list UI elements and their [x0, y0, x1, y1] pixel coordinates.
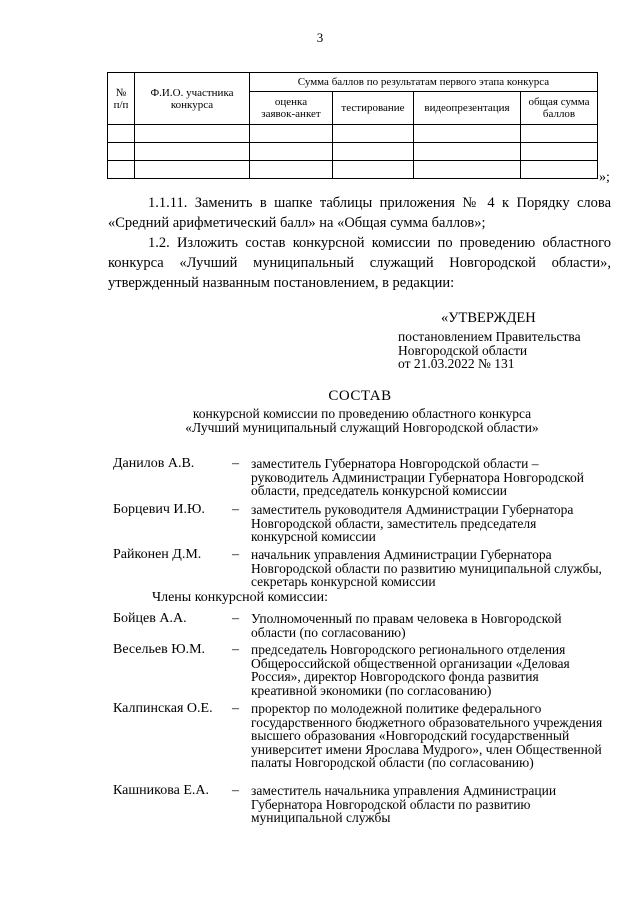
member-name: Данилов А.В. — [113, 456, 195, 471]
member-dash: – — [232, 502, 239, 517]
table-closing-quote: »; — [599, 170, 610, 185]
table-header-group: Сумма баллов по результатам первого этапа конкурса — [250, 73, 598, 92]
table-header-video: видеопрезентация — [414, 92, 521, 125]
approval-title: «УТВЕРЖДЕН — [441, 310, 536, 326]
table-header-name: Ф.И.О. участника конкурса — [135, 73, 250, 125]
table-header-total: общая сумма баллов — [521, 92, 598, 125]
member-role: проректор по молодежной политике федерального государственного бюджетного образовательного учреждения высшего образования «Новгородский государственный университет имени Ярослава Мудрого», член Общественной палаты Новгородской области (по согласованию) — [251, 701, 603, 770]
page-number: 3 — [316, 30, 324, 45]
member-dash: – — [232, 547, 239, 562]
member-dash: – — [232, 783, 239, 798]
members-label: Члены конкурсной комиссии: — [152, 590, 329, 605]
score-table — [107, 72, 598, 179]
member-role: заместитель начальника управления Администрации Губернатора Новгородской области по развитию муниципальной службы — [251, 783, 557, 825]
member-role: заместитель Губернатора Новгородской области – руководитель Администрации Губернатора Новгородской области, председатель конкурсной комиссии — [251, 456, 584, 498]
subtitle-line: «Лучший муниципальный служащий Новгородской области» — [185, 419, 539, 435]
member-role: Уполномоченный по правам человека в Новгородской области (по согласованию) — [251, 611, 562, 640]
section-heading: СОСТАВ — [328, 388, 392, 404]
member-name: Бойцев А.А. — [113, 611, 187, 626]
paragraph-1-1-11: 1.1.11. Заменить в шапке таблицы приложения № 4 к Порядку слова «Средний арифметический балл» на «Общая сумма баллов»; — [108, 195, 611, 231]
member-name: Калпинская О.Е. — [113, 701, 213, 716]
table-header-number: № п/п — [108, 73, 135, 125]
member-role: председатель Новгородского регионального отделения Общероссийской общественной организации «Деловая Россия», директор Новгородского фонда развития креативной экономики (по согласованию) — [251, 642, 570, 698]
table-row — [108, 161, 598, 179]
member-role: заместитель руководителя Администрации Губернатора Новгородской области, заместитель председателя конкурсной комиссии — [251, 502, 574, 544]
subtitle-line: конкурсной комиссии по проведению областного конкурса — [192, 406, 532, 421]
table-header-testing: тестирование — [333, 92, 414, 125]
approval-line: Новгородской области — [398, 342, 528, 358]
member-name: Весельев Ю.М. — [113, 642, 206, 657]
member-dash: – — [232, 611, 239, 626]
member-dash: – — [232, 642, 239, 657]
member-role: начальник управления Администрации Губернатора Новгородской области по развитию муниципальной службы, секретарь конкурсной комиссии — [251, 547, 602, 589]
member-name: Борцевич И.Ю. — [113, 502, 205, 517]
member-dash: – — [232, 456, 239, 471]
section-subtitle — [0, 407, 640, 434]
member-name: Кашникова Е.А. — [113, 783, 210, 798]
member-dash: – — [232, 701, 239, 716]
paragraph-1-2: 1.2. Изложить состав конкурсной комиссии по проведению областного конкурса «Лучший муниципальный служащий Новгородской области», утвержденный названным постановлением, в редакции: — [108, 235, 611, 291]
member-name: Райконен Д.М. — [113, 547, 202, 562]
table-row — [108, 143, 598, 161]
table-header-applications: оценка заявок-анкет — [250, 92, 333, 125]
table-row — [108, 125, 598, 143]
approval-block — [398, 330, 618, 371]
approval-line: постановлением Правительства — [398, 329, 581, 344]
approval-date: от 21.03.2022 № 131 — [398, 356, 515, 371]
